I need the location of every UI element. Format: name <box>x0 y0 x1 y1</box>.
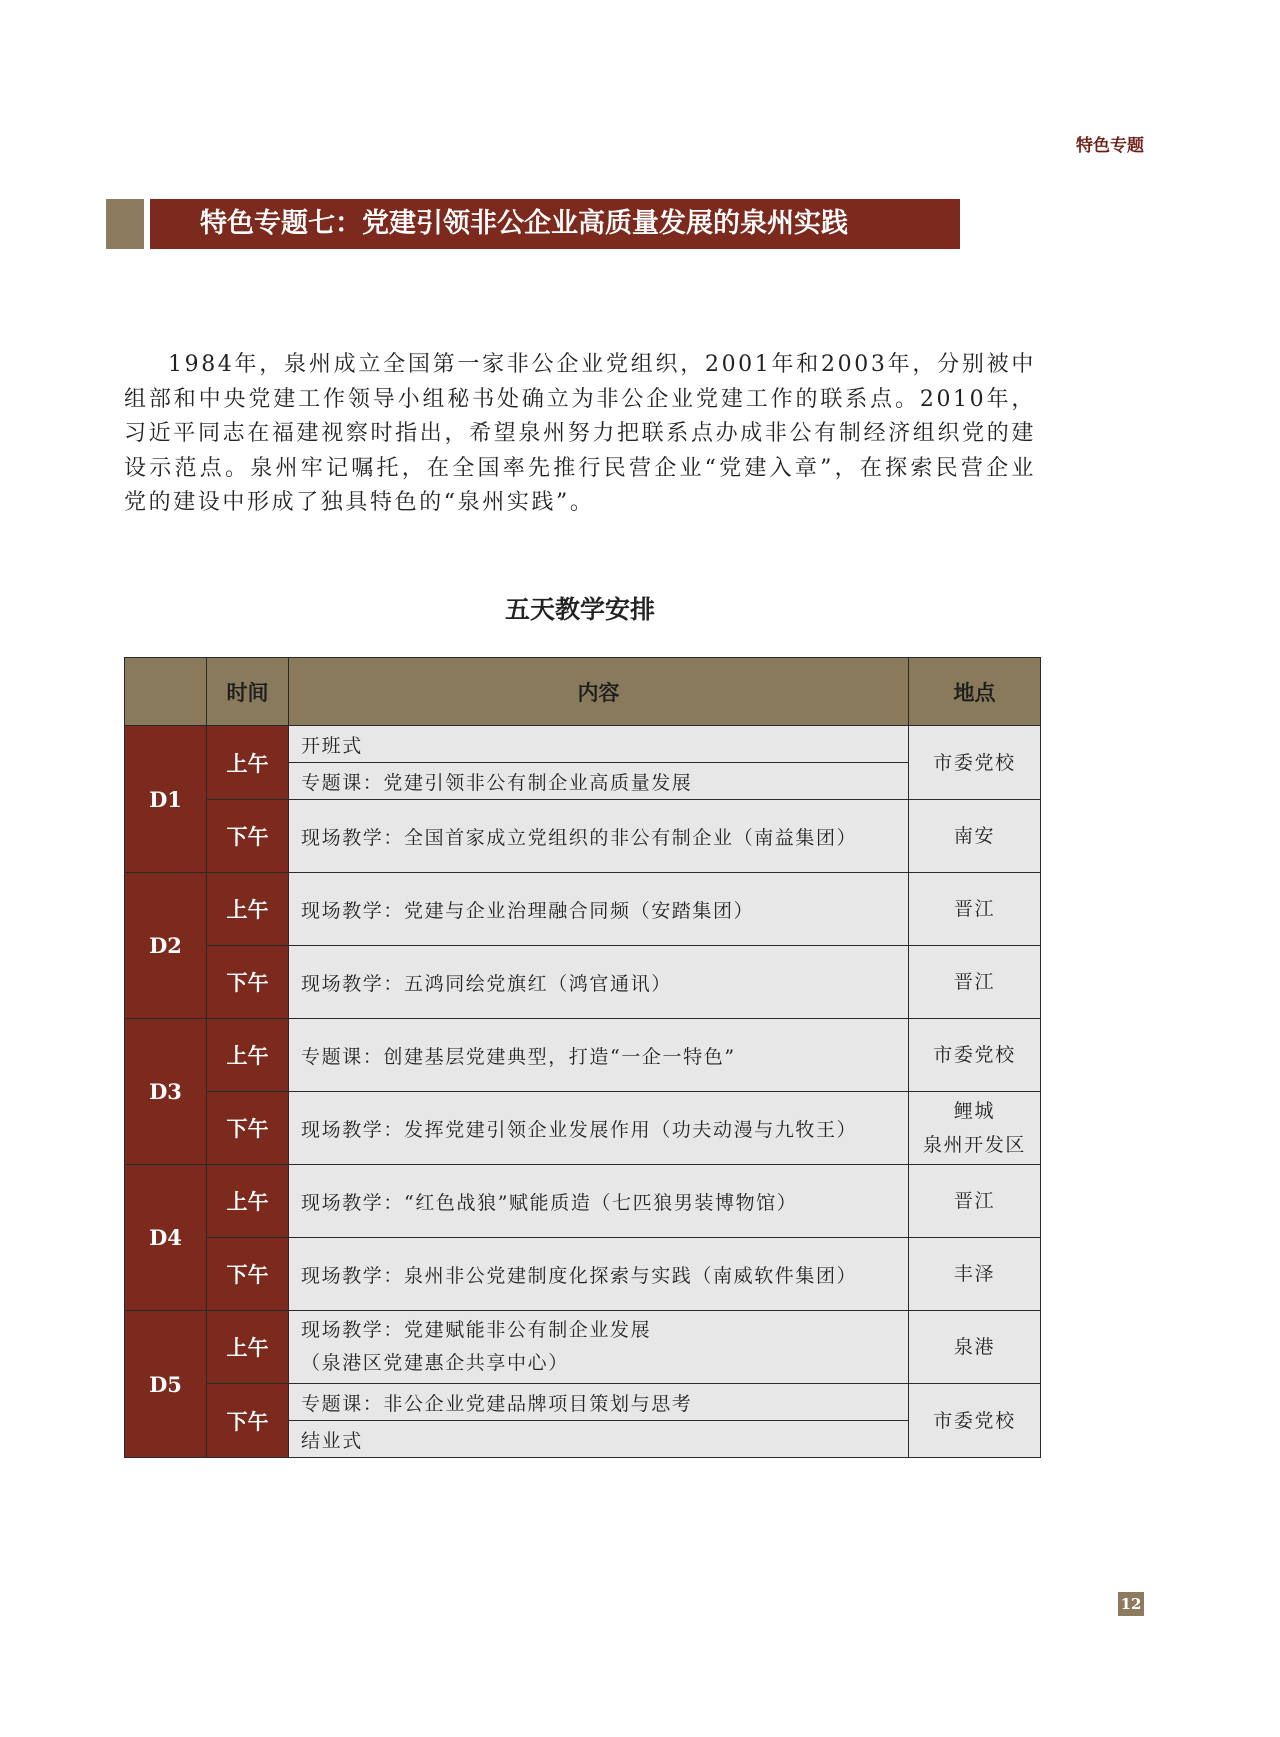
place-cell: 泉港 <box>909 1311 1041 1384</box>
place-cell: 晋江 <box>909 946 1041 1019</box>
table-row <box>125 946 1041 1019</box>
table-row <box>125 1384 1041 1421</box>
schedule-table <box>124 657 1041 1458</box>
header-time: 时间 <box>207 658 289 726</box>
place-cell: 市委党校 <box>909 1384 1041 1458</box>
content-item <box>289 1311 909 1384</box>
page-title: 特色专题七：党建引领非公企业高质量发展的泉州实践 <box>150 199 960 249</box>
period-label: 上午 <box>207 1019 289 1092</box>
place-cell: 南安 <box>909 800 1041 873</box>
table-row <box>125 1238 1041 1311</box>
content-item: 现场教学：发挥党建引领企业发展作用（功夫动漫与九牧王） <box>289 1092 909 1165</box>
period-label: 下午 <box>207 1384 289 1458</box>
place-cell: 晋江 <box>909 1165 1041 1238</box>
place-cell: 晋江 <box>909 873 1041 946</box>
schedule-title: 五天教学安排 <box>504 595 655 624</box>
title-banner <box>106 199 960 249</box>
content-item: 开班式 <box>289 726 909 763</box>
place-line: 鲤城 <box>953 1100 996 1122</box>
header-place: 地点 <box>909 658 1041 726</box>
period-label: 下午 <box>207 1092 289 1165</box>
content-item: 专题课：创建基层党建典型，打造“一企一特色” <box>289 1019 909 1092</box>
period-label: 上午 <box>207 726 289 800</box>
content-line: 现场教学：党建赋能非公有制企业发展 <box>301 1319 652 1341</box>
content-item: 专题课：党建引领非公有制企业高质量发展 <box>289 763 909 800</box>
section-tag: 特色专题 <box>1076 136 1144 156</box>
header-day <box>125 658 207 726</box>
table-row <box>125 1311 1041 1384</box>
content-item: 现场教学：“红色战狼”赋能质造（七匹狼男装博物馆） <box>289 1165 909 1238</box>
day-label: D5 <box>125 1311 207 1458</box>
table-row <box>125 873 1041 946</box>
day-label: D4 <box>125 1165 207 1311</box>
content-item: 现场教学：泉州非公党建制度化探索与实践（南威软件集团） <box>289 1238 909 1311</box>
place-cell: 市委党校 <box>909 1019 1041 1092</box>
table-row <box>125 726 1041 763</box>
content-item: 现场教学：全国首家成立党组织的非公有制企业（南益集团） <box>289 800 909 873</box>
table-row <box>125 1165 1041 1238</box>
title-accent-block <box>106 199 144 249</box>
content-item: 结业式 <box>289 1421 909 1458</box>
table-header-row <box>125 658 1041 726</box>
header-content: 内容 <box>289 658 909 726</box>
place-line: 泉州开发区 <box>922 1134 1026 1156</box>
place-cell: 市委党校 <box>909 726 1041 800</box>
table-row <box>125 1019 1041 1092</box>
period-label: 下午 <box>207 946 289 1019</box>
place-cell <box>909 1092 1041 1165</box>
day-label: D1 <box>125 726 207 873</box>
content-item: 现场教学：五鸿同绘党旗红（鸿官通讯） <box>289 946 909 1019</box>
table-row <box>125 1092 1041 1165</box>
period-label: 上午 <box>207 873 289 946</box>
table-row <box>125 800 1041 873</box>
day-label: D2 <box>125 873 207 1019</box>
content-item: 专题课：非公企业党建品牌项目策划与思考 <box>289 1384 909 1421</box>
day-label: D3 <box>125 1019 207 1165</box>
period-label: 下午 <box>207 800 289 873</box>
content-line: （泉港区党建惠企共享中心） <box>301 1352 569 1374</box>
content-item: 现场教学：党建与企业治理融合同频（安踏集团） <box>289 873 909 946</box>
page-number: 12 <box>1118 1592 1144 1616</box>
period-label: 上午 <box>207 1311 289 1384</box>
period-label: 下午 <box>207 1238 289 1311</box>
period-label: 上午 <box>207 1165 289 1238</box>
intro-paragraph: 1984年，泉州成立全国第一家非公企业党组织，2001年和2003年，分别被中组部和中央党建工作领导小组秘书处确立为非公企业党建工作的联系点。2010年，习近平同志在福建视察时指出，希望泉州努力把联系点办成非公有制经济组织党的建设示范点。泉州牢记嘱托，在全国率先推行民营企业“党建入章”，在探索民营企业党的建设中形成了独具特色的“泉州实践”。 <box>124 352 1036 515</box>
place-cell: 丰泽 <box>909 1238 1041 1311</box>
